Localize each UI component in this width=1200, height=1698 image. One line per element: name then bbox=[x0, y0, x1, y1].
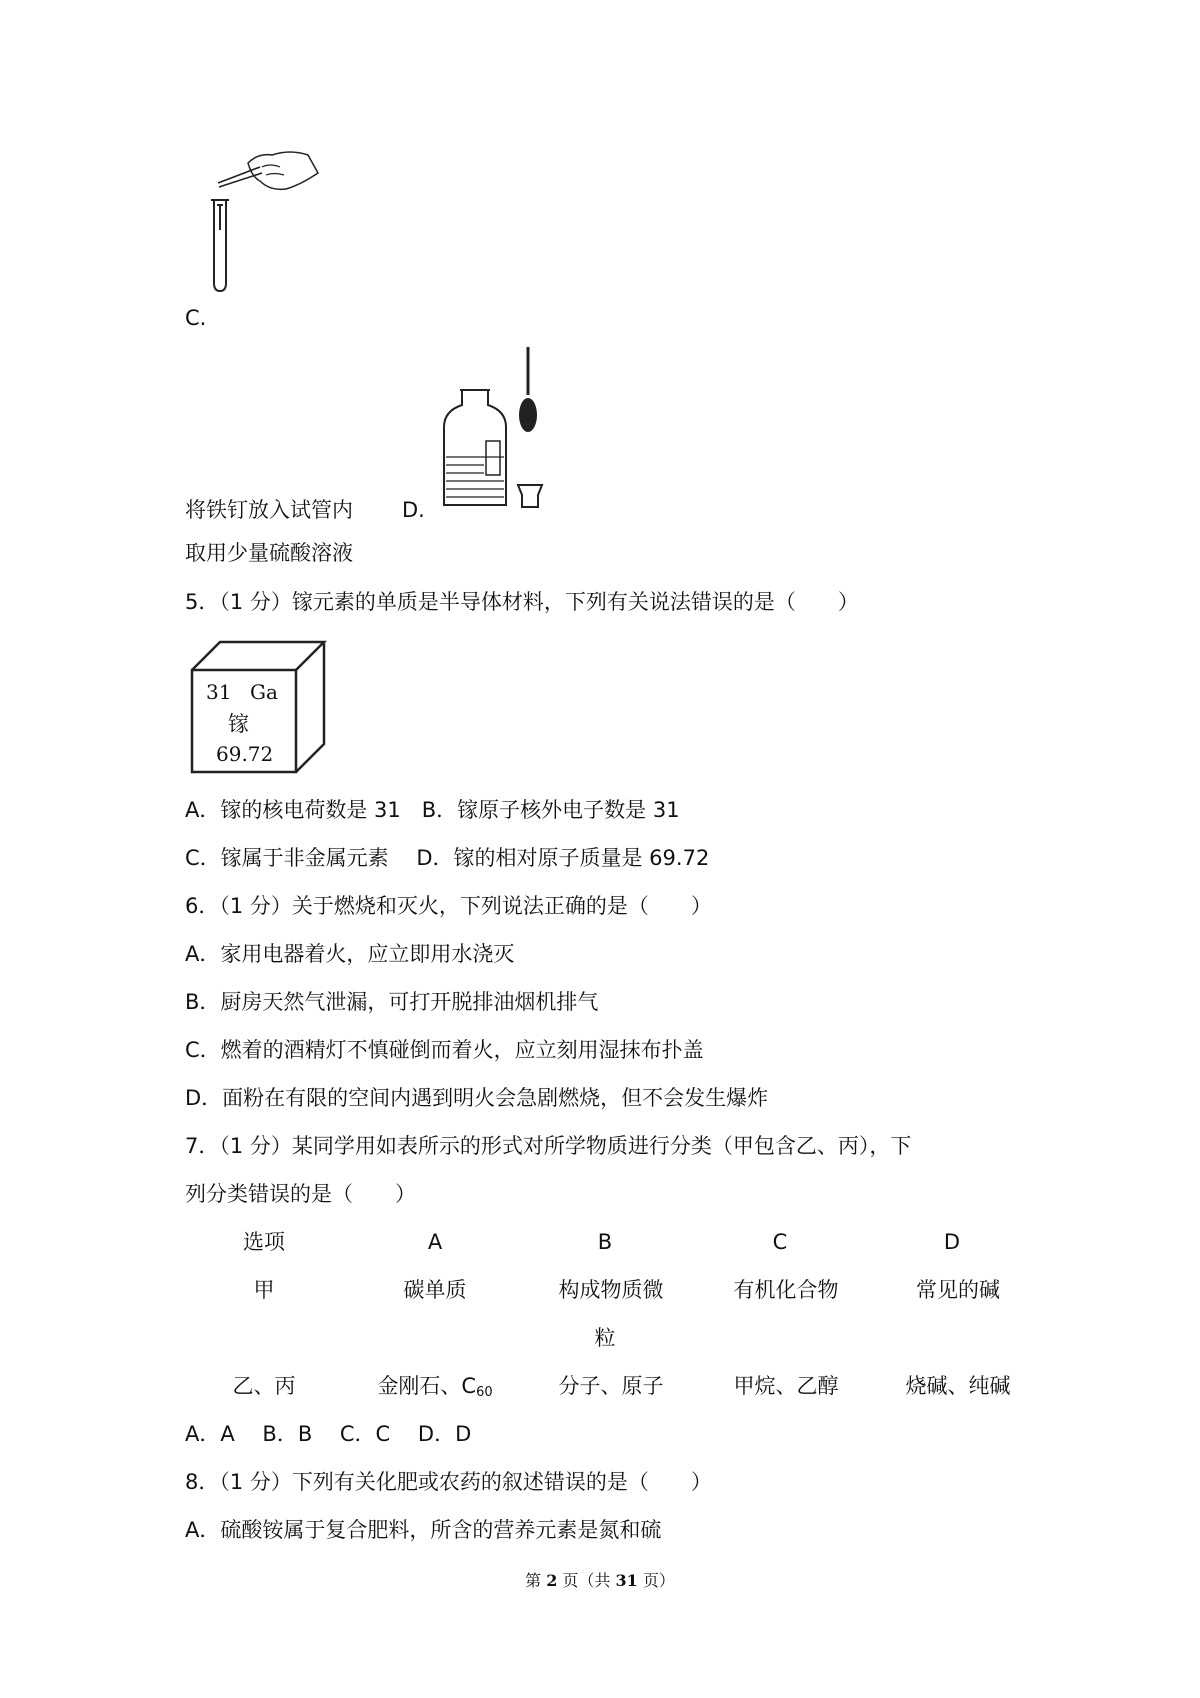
table-cell: 甲烷、乙醇 bbox=[733, 1374, 839, 1398]
c60-subscript: 60 bbox=[476, 1385, 493, 1400]
table-header-cell: C bbox=[772, 1230, 788, 1254]
table-cell: 常见的碱 bbox=[916, 1278, 1000, 1302]
table-header-cell: 选项 bbox=[243, 1230, 285, 1254]
question-5-options-cd: C．镓属于非金属元素 D．镓的相对原子质量是 69.72 bbox=[185, 846, 710, 870]
table-cell: 乙、丙 bbox=[232, 1374, 296, 1398]
option-c-label: C. bbox=[185, 306, 207, 330]
table-cell: 构成物质微 bbox=[558, 1278, 664, 1302]
table-cell: 烧碱、纯碱 bbox=[905, 1374, 1011, 1398]
element-mass: 69.72 bbox=[216, 742, 274, 766]
footer-page-number: 2 bbox=[546, 1571, 558, 1590]
element-symbol: Ga bbox=[250, 680, 278, 704]
option-d-label: D. bbox=[402, 498, 425, 522]
footer-pre: 第 bbox=[525, 1571, 547, 1590]
question-8-option-a: A．硫酸铵属于复合肥料，所含的营养元素是氮和硫 bbox=[185, 1518, 662, 1542]
question-7-stem-line1: 7．（1 分）某同学用如表所示的形式对所学物质进行分类（甲包含乙、丙），下 bbox=[185, 1134, 912, 1158]
page-footer bbox=[0, 1568, 1200, 1591]
question-5-options-ab: A．镓的核电荷数是 31 B．镓原子核外电子数是 31 bbox=[185, 798, 680, 822]
question-7-options: A．A B．B C．C D．D bbox=[185, 1422, 472, 1446]
reagent-bottle-dropper-figure bbox=[440, 345, 555, 515]
question-6-stem: 6．（1 分）关于燃烧和灭火，下列说法正确的是（ ） bbox=[185, 894, 712, 918]
table-header-cell: A bbox=[427, 1230, 443, 1254]
question-6-option-b: B．厨房天然气泄漏，可打开脱排油烟机排气 bbox=[185, 990, 599, 1014]
footer-mid: 页（共 bbox=[557, 1571, 616, 1590]
question-6-option-a: A．家用电器着火，应立即用水浇灭 bbox=[185, 942, 515, 966]
table-cell: 甲 bbox=[253, 1278, 275, 1302]
footer-total-pages: 31 bbox=[615, 1571, 638, 1590]
tweezers-test-tube-figure bbox=[200, 145, 350, 300]
table-cell: 有机化合物 bbox=[733, 1278, 839, 1302]
table-header-cell: B bbox=[597, 1230, 613, 1254]
table-cell: 碳单质 bbox=[403, 1278, 467, 1302]
option-d-caption: 取用少量硫酸溶液 bbox=[185, 541, 353, 565]
question-6-option-c: C．燃着的酒精灯不慎碰倒而着火，应立刻用湿抹布扑盖 bbox=[185, 1038, 704, 1062]
question-7-stem-line2: 列分类错误的是（ ） bbox=[185, 1182, 416, 1206]
table-cell bbox=[355, 1373, 515, 1406]
table-header-cell: D bbox=[943, 1230, 961, 1254]
footer-post: 页） bbox=[637, 1571, 675, 1590]
c60-text: 金刚石、C bbox=[377, 1374, 477, 1398]
option-c-caption: 将铁钉放入试管内 bbox=[185, 498, 353, 522]
element-number: 31 bbox=[206, 680, 232, 704]
table-cell: 分子、原子 bbox=[558, 1374, 664, 1398]
table-cell-wrap: 粒 bbox=[594, 1326, 616, 1350]
question-6-option-d: D．面粉在有限的空间内遇到明火会急剧燃烧，但不会发生爆炸 bbox=[185, 1086, 769, 1110]
element-name: 镓 bbox=[228, 712, 249, 736]
gallium-element-card bbox=[190, 640, 330, 775]
question-8-stem: 8．（1 分）下列有关化肥或农药的叙述错误的是（ ） bbox=[185, 1470, 712, 1494]
question-5-stem: 5．（1 分）镓元素的单质是半导体材料，下列有关说法错误的是（ ） bbox=[185, 590, 859, 614]
